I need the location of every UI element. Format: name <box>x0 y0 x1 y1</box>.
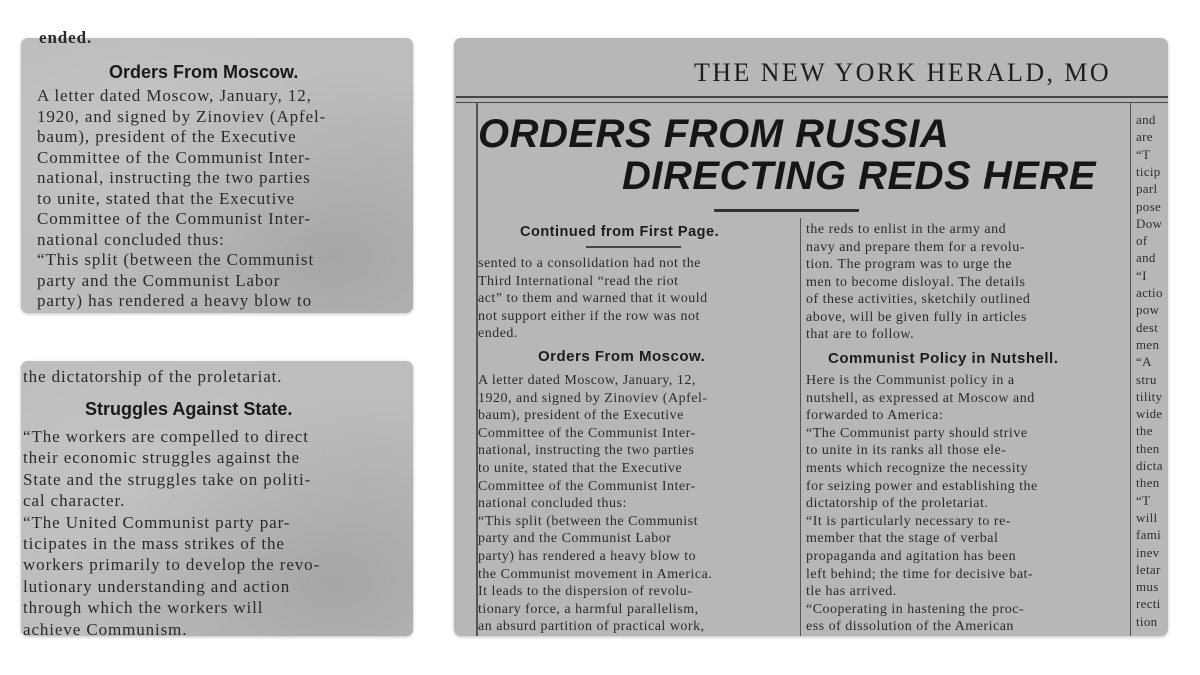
text-line: stru <box>1136 371 1157 387</box>
text-line: propaganda and agitation has been <box>806 549 1017 564</box>
text-line: pose <box>1136 198 1162 214</box>
text-line: State and the struggles take on politi- <box>23 469 312 489</box>
text-line: then <box>1136 440 1160 456</box>
subhead: Communist Policy in Nutshell. <box>828 350 1059 367</box>
text-line: navy and prepare them for a revolu- <box>806 239 1025 255</box>
text-line: Committee of the Communist Inter- <box>478 425 696 441</box>
text-line: wide <box>1136 406 1163 422</box>
text-line: men to become disloyal. The details <box>806 274 1026 290</box>
text-line: 1920, and signed by Zinoviev (Apfel- <box>37 106 327 126</box>
text-line: workers primarily to develop the revo- <box>23 555 321 575</box>
subhead: Orders From Moscow. <box>538 348 706 365</box>
continued-label: Continued from First Page. <box>520 224 720 240</box>
text-line: sented to a consolidation had not the <box>478 256 702 271</box>
text-line: achieve Communism. <box>23 619 188 639</box>
text-line: dest <box>1136 319 1159 335</box>
text-line: tionary force, a harmful parallelism, <box>478 601 699 617</box>
text-line: party and the Communist Labor <box>37 270 281 290</box>
text-line: above, will be given fully in articles <box>806 309 1027 325</box>
text-line: the <box>1136 423 1153 439</box>
text-line: A letter dated Moscow, January, 12, <box>478 373 696 388</box>
section-heading: Orders From Moscow. <box>109 62 299 82</box>
text-line: ments which recognize the necessity <box>806 461 1028 476</box>
text-line: “A <box>1136 354 1152 370</box>
column-rule <box>800 218 801 636</box>
text-line: party) has rendered a heavy blow to <box>478 549 697 564</box>
text-line: the reds to enlist in the army and <box>806 222 1007 237</box>
text-line: not support either if the row was not <box>478 308 700 324</box>
headline-line-1: ORDERS FROM RUSSIA <box>478 112 950 156</box>
text-line: and <box>1136 112 1156 127</box>
zoom-crop-orders-from-moscow <box>21 28 413 313</box>
text-line: ended. <box>478 326 518 341</box>
column-rule <box>1130 102 1131 636</box>
masthead: THE NEW YORK HERALD, MO <box>694 58 1112 87</box>
text-line: to unite in its ranks all those ele- <box>806 443 1007 459</box>
text-line: dicta <box>1136 458 1163 473</box>
text-line: mus <box>1136 579 1159 595</box>
text-line: “I <box>1136 267 1147 283</box>
text-line: tle has arrived. <box>806 584 897 600</box>
text-line: “T <box>1136 146 1151 162</box>
text-line: to unite, stated that the Executive <box>37 188 296 208</box>
cut-line: ended. <box>39 28 93 47</box>
text-line: national, instructing the two parties <box>478 443 695 459</box>
text-line: party and the Communist Labor <box>478 531 672 547</box>
text-line: baum), president of the Executive <box>37 127 297 146</box>
text-line: left behind; the time for decisive bat- <box>806 566 1034 582</box>
text-line: “The Communist party should strive <box>806 425 1028 441</box>
text-line: act” to them and warned that it would <box>478 291 708 306</box>
text-line: of <box>1136 233 1148 249</box>
text-line: Third International “read the riot <box>478 273 679 289</box>
text-line: cal character. <box>23 491 126 511</box>
text-line: fami <box>1136 527 1162 543</box>
text-line: “The United Communist party par- <box>23 512 291 532</box>
text-line: “Cooperating in hastening the proc- <box>806 601 1025 617</box>
text-line: national concluded thus: <box>478 496 627 512</box>
text-line: ticip <box>1136 163 1161 179</box>
text-line: party) has rendered a heavy blow to <box>37 291 313 310</box>
text-line: will <box>1136 509 1158 525</box>
text-line: national concluded thus: <box>37 229 225 249</box>
text-line: are <box>1136 129 1153 145</box>
text-line: national, instructing the two parties <box>37 168 311 187</box>
text-line: forwarded to America: <box>806 408 944 424</box>
headline-line-2: DIRECTING REDS HERE <box>622 154 1096 198</box>
text-line: Here is the Communist policy in a <box>806 373 1015 388</box>
text-line: to unite, stated that the Executive <box>478 461 683 476</box>
text-line: of these activities, sketchily outlined <box>806 292 1031 307</box>
text-line: then <box>1136 475 1160 491</box>
text-line: Committee of the Communist Inter- <box>37 209 311 228</box>
text-line: an absurd partition of practical work, <box>478 619 705 635</box>
text-line: Committee of the Communist Inter- <box>478 478 696 494</box>
text-line: their economic struggles against the <box>23 448 300 468</box>
text-line: A letter dated Moscow, January, 12, <box>37 86 312 105</box>
masthead-rule <box>456 96 1168 98</box>
text-line: and <box>1136 250 1156 266</box>
text-line: tion. The program was to urge the <box>806 257 1013 272</box>
text-line: tility <box>1136 388 1163 404</box>
text-line: member that the stage of verbal <box>806 531 999 547</box>
text-line: “This split (between the Communist <box>478 513 698 529</box>
section-heading: Struggles Against State. <box>85 399 293 419</box>
cut-line: the dictatorship of the proletariat. <box>23 367 283 386</box>
text-line: ticipates in the mass strikes of the <box>23 534 285 553</box>
text-line: actio <box>1136 285 1163 300</box>
zoom-crop-struggles-against-state <box>21 361 413 639</box>
text-line: ess of dissolution of the American <box>806 619 1014 635</box>
headline-rule <box>714 209 859 212</box>
masthead-rule <box>456 102 1168 103</box>
newspaper-page <box>454 38 1168 636</box>
text-line: “It is particularly necessary to re- <box>806 513 1011 529</box>
text-line: tion <box>1136 613 1158 629</box>
text-line: inev <box>1136 544 1160 560</box>
text-line: lutionary understanding and action <box>23 576 291 596</box>
text-line: “T <box>1136 492 1151 508</box>
text-line: Dow <box>1136 215 1163 231</box>
text-line: letar <box>1136 561 1161 577</box>
text-line: pow <box>1136 302 1160 318</box>
text-line: men <box>1136 336 1160 352</box>
text-line: baum), president of the Executive <box>478 408 684 424</box>
text-line: through which the workers will <box>23 598 264 618</box>
text-line: Committee of the Communist Inter- <box>37 147 311 167</box>
text-line: dictatorship of the proletariat. <box>806 496 989 512</box>
text-line: that are to follow. <box>806 327 915 342</box>
text-line: parl <box>1136 181 1158 197</box>
separator <box>586 246 681 248</box>
text-line: nutshell, as expressed at Moscow and <box>806 390 1035 406</box>
text-line: 1920, and signed by Zinoviev (Apfel- <box>478 390 708 406</box>
text-line: recti <box>1136 596 1161 612</box>
text-line: for seizing power and establishing the <box>806 478 1038 494</box>
text-line: the Communist movement in America. <box>478 566 713 582</box>
text-line: It leads to the dispersion of revolu- <box>478 584 693 600</box>
text-line: “This split (between the Communist <box>37 250 315 269</box>
text-line: “The workers are compelled to direct <box>23 427 309 446</box>
